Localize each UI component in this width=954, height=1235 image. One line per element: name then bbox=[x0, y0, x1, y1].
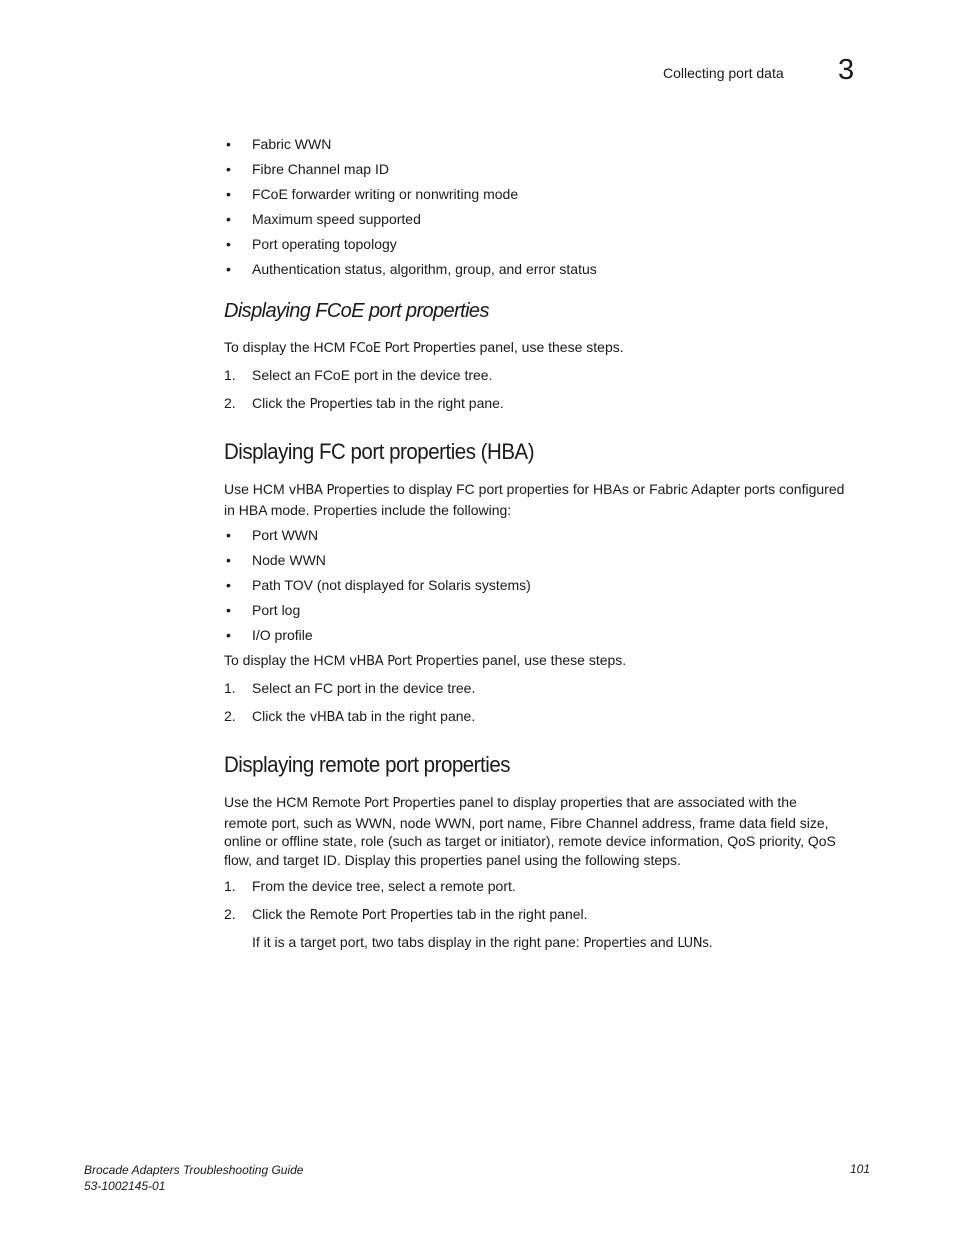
para-text: Use HCM bbox=[224, 481, 289, 497]
note-text: and bbox=[646, 934, 678, 950]
step-number: 2. bbox=[224, 395, 236, 411]
hba-paragraph bbox=[224, 480, 884, 519]
list-item: • Authentication status, algorithm, group, and error status bbox=[224, 260, 597, 285]
top-bullet-list bbox=[224, 135, 597, 285]
intro-text: panel, use these steps. bbox=[475, 339, 624, 355]
step-text: Click the bbox=[252, 395, 310, 411]
remote-step-note bbox=[252, 933, 713, 954]
list-item: • I/O profile bbox=[224, 626, 531, 651]
hba-intro bbox=[224, 651, 626, 672]
step-number: 1. bbox=[224, 367, 236, 383]
step-number: 1. bbox=[224, 878, 236, 894]
remote-step-2 bbox=[224, 905, 588, 925]
para-text: Use the HCM bbox=[224, 794, 312, 810]
hba-bullet-list bbox=[224, 526, 531, 651]
intro-text: panel, use these steps. bbox=[478, 652, 627, 668]
list-item: • Node WWN bbox=[224, 551, 531, 576]
remote-step-1 bbox=[224, 877, 516, 895]
step-number: 1. bbox=[224, 680, 236, 696]
fcoe-intro bbox=[224, 338, 624, 359]
para-text: remote port, such as WWN, node WWN, port name, Fibre Channel address, frame data field size, bbox=[224, 814, 829, 831]
list-item: • Port WWN bbox=[224, 526, 531, 551]
para-text: to display FC port properties for HBAs or Fabric Adapter ports configured bbox=[389, 481, 845, 497]
step-text: tab in the right panel. bbox=[452, 906, 588, 922]
step-text: tab in the right pane. bbox=[343, 708, 476, 724]
hba-step-1 bbox=[224, 679, 475, 697]
para-text: panel to display properties that are associated with the bbox=[455, 794, 797, 810]
para-text: flow, and target ID. Display this properties panel using the following steps. bbox=[224, 851, 681, 868]
remote-paragraph bbox=[224, 793, 884, 869]
footer-doc-info bbox=[84, 1162, 303, 1194]
ui-term: Properties bbox=[309, 397, 373, 412]
ui-term: Remote Port Properties bbox=[309, 908, 453, 923]
fcoe-step-2 bbox=[224, 394, 504, 414]
list-item: • Fabric WWN bbox=[224, 135, 597, 160]
step-text: Select an FC port in the device tree. bbox=[252, 680, 476, 696]
ui-term: vHBA bbox=[309, 710, 344, 725]
para-text: online or offline state, role (such as target or initiator), remote device information, QoS priority, QoS bbox=[224, 833, 836, 849]
footer-doc-title: Brocade Adapters Troubleshooting Guide bbox=[84, 1163, 304, 1177]
list-item: • FCoE forwarder writing or nonwriting mode bbox=[224, 185, 597, 210]
para-text: in HBA mode. Properties include the following: bbox=[224, 501, 512, 518]
chapter-number: 3 bbox=[838, 54, 855, 86]
list-item: • Path TOV (not displayed for Solaris systems) bbox=[224, 576, 531, 601]
step-text: Select an FCoE port in the device tree. bbox=[252, 367, 493, 383]
step-text: Click the bbox=[252, 708, 310, 724]
ui-term: LUNs bbox=[677, 936, 709, 951]
hba-heading: Displaying FC port properties (HBA) bbox=[224, 439, 535, 464]
list-item: • Port operating topology bbox=[224, 235, 597, 260]
intro-text: To display the HCM bbox=[224, 339, 350, 355]
hba-step-2 bbox=[224, 707, 475, 727]
remote-heading: Displaying remote port properties bbox=[224, 752, 511, 777]
note-text: . bbox=[708, 934, 713, 950]
list-item: • Port log bbox=[224, 601, 531, 626]
list-item: • Maximum speed supported bbox=[224, 210, 597, 235]
ui-term: Remote Port Properties bbox=[311, 796, 456, 811]
fcoe-step-1 bbox=[224, 366, 492, 384]
intro-text: To display the HCM bbox=[224, 652, 350, 668]
footer-doc-number: 53-1002145-01 bbox=[84, 1179, 166, 1193]
step-text: tab in the right pane. bbox=[372, 395, 504, 411]
list-item: • Fibre Channel map ID bbox=[224, 160, 597, 185]
ui-term: Properties bbox=[583, 936, 647, 951]
step-number: 2. bbox=[224, 708, 236, 724]
ui-term: vHBA Port Properties bbox=[349, 654, 479, 669]
note-text: If it is a target port, two tabs display in the right pane: bbox=[252, 934, 584, 950]
fcoe-heading: Displaying FCoE port properties bbox=[224, 300, 489, 322]
running-header-title: Collecting port data bbox=[663, 65, 784, 81]
step-text: Click the bbox=[252, 906, 310, 922]
ui-term: vHBA Properties bbox=[288, 483, 390, 498]
ui-term: FCoE Port Properties bbox=[349, 341, 476, 356]
step-number: 2. bbox=[224, 906, 236, 922]
page-number: 101 bbox=[850, 1162, 871, 1176]
step-text: From the device tree, select a remote port. bbox=[252, 878, 516, 894]
